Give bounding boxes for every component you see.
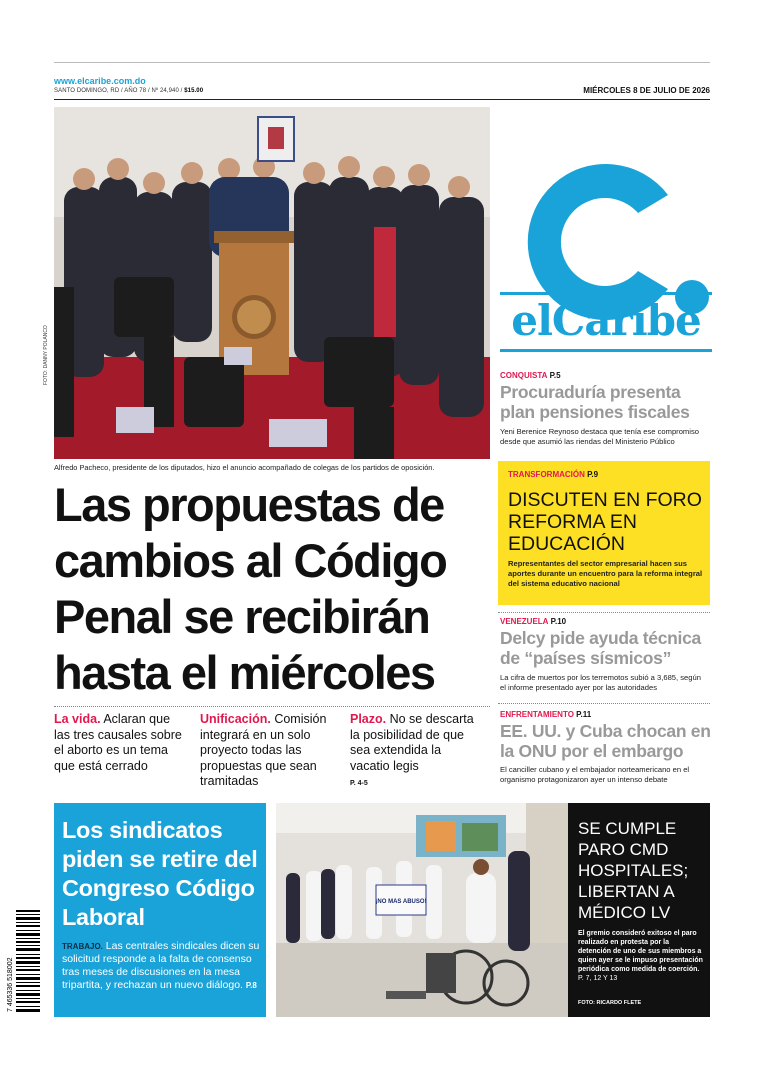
subhead-3-kicker: Plazo. (350, 712, 387, 726)
photo-caption: Alfredo Pacheco, presidente de los diputados, hizo el anuncio acompañado de colegas de los partidos de oposición. (54, 463, 435, 472)
barcode-icon (2, 908, 42, 1014)
story-1-kicker: CONQUISTA P.5 (500, 371, 561, 380)
labor-headline[interactable]: Los sindicatos piden se retire del Congreso Código Laboral (62, 817, 258, 930)
press-conference-photo (54, 107, 490, 459)
subhead-1-kicker: La vida. (54, 712, 101, 726)
subhead-3-text: No se descarta la posibilidad de que sea extendida la vacatio legis (350, 712, 474, 773)
strike-deck (578, 929, 704, 983)
labor-deck (62, 940, 260, 992)
labor-text: Las centrales sindicales dicen su solicitud responde a la falta de consenso tras meses de discusiones en la mesa tripartita, y rechazan un nuevo diálogo. (62, 940, 260, 991)
hospital-photo (276, 803, 568, 1017)
strike-photo-credit: FOTO: RICARDO FLETE (578, 1000, 642, 1006)
edition-info (54, 88, 203, 94)
sidebar-divider-1 (498, 612, 710, 614)
story-1-deck: Yeni Berenice Reynoso destaca que tenía ese compromiso desde que asumió las riendas del Ministerio Público (500, 427, 699, 446)
story-4-kicker: ENFRENTAMIENTO P.11 (500, 710, 592, 719)
subhead-divider (54, 706, 490, 708)
labor-page: P.8 (245, 981, 257, 990)
story-4-headline[interactable]: EE. UU. y Cuba chocan en la ONU por el embargo (500, 721, 711, 761)
subhead-3-page: P. 4-5 (350, 780, 368, 787)
story-3-deck: La cifra de muertos por los terremotos subió a 3,685, según el informe presentado ayer por las autoridades (500, 673, 701, 692)
story-1-headline[interactable]: Procuraduría presenta plan pensiones fiscales (500, 382, 690, 422)
main-photo (54, 107, 490, 459)
subhead-3[interactable] (350, 712, 482, 792)
subhead-2[interactable] (200, 712, 332, 790)
story-2-kicker: TRANSFORMACIÓN P.9 (508, 470, 599, 479)
subhead-1-text: Aclaran que las tres causales sobre el aborto es un tema que está cerrado (54, 712, 182, 773)
protest-sign-text: ¡NO MAS ABUSO! (375, 899, 427, 905)
story-2-deck: Representantes del sector empresarial hacen sus aportes durante un encuentro para la reforma integral del sistema educativo nacional (508, 559, 703, 588)
subhead-2-kicker: Unificación. (200, 712, 271, 726)
edition-text: SANTO DOMINGO, RD / AÑO 78 / Nº 24,940 / (54, 88, 183, 94)
story-3-kicker: VENEZUELA P.10 (500, 617, 567, 626)
logo-wordmark: elCaribe (511, 296, 701, 345)
strike-headline[interactable]: SE CUMPLE PARO CMD HOSPITALES; LIBERTAN A MÉDICO LV (578, 819, 689, 922)
subhead-2-text: Comisión integrará en un solo proyecto todas las propuestas que sean tramitadas (200, 712, 327, 788)
story-2-headline[interactable]: DISCUTEN EN FORO REFORMA EN EDUCACIÓN (508, 489, 702, 555)
story-3-headline[interactable]: Delcy pide ayuda técnica de “países sísmicos” (500, 628, 701, 668)
strike-pages: P. 7, 12 Y 13 (578, 975, 618, 982)
hospital-protest-photo (276, 803, 568, 1017)
subhead-1[interactable] (54, 712, 186, 774)
barcode-number: 7 465336 518002 (7, 957, 14, 1012)
issue-date: MIÉRCOLES 8 DE JULIO DE 2026 (583, 86, 710, 95)
labor-kicker: TRABAJO. (62, 942, 103, 951)
meta-rule (54, 99, 710, 100)
sidebar-divider-2 (498, 703, 710, 705)
strike-deck-text: El gremio consideró exitoso el paro realizado en protesta por la detención de uno de sus miembros a quien ayer se le impuso presentación periódica como medida de coerción. (578, 930, 703, 973)
story-4-deck: El canciller cubano y el embajador norteamericano en el organismo protagonizaron ayer un intenso debate (500, 765, 690, 784)
main-headline[interactable]: Las propuestas de cambios al Código Penal se recibirán hasta el miércoles (54, 478, 447, 699)
price: $15.00 (184, 88, 204, 94)
website-link[interactable]: www.elcaribe.com.do (54, 76, 146, 86)
photo-credit: FOTO: DANNY POLANCO (43, 325, 49, 385)
top-rule (54, 62, 710, 63)
logo-rule-bottom (500, 349, 712, 352)
